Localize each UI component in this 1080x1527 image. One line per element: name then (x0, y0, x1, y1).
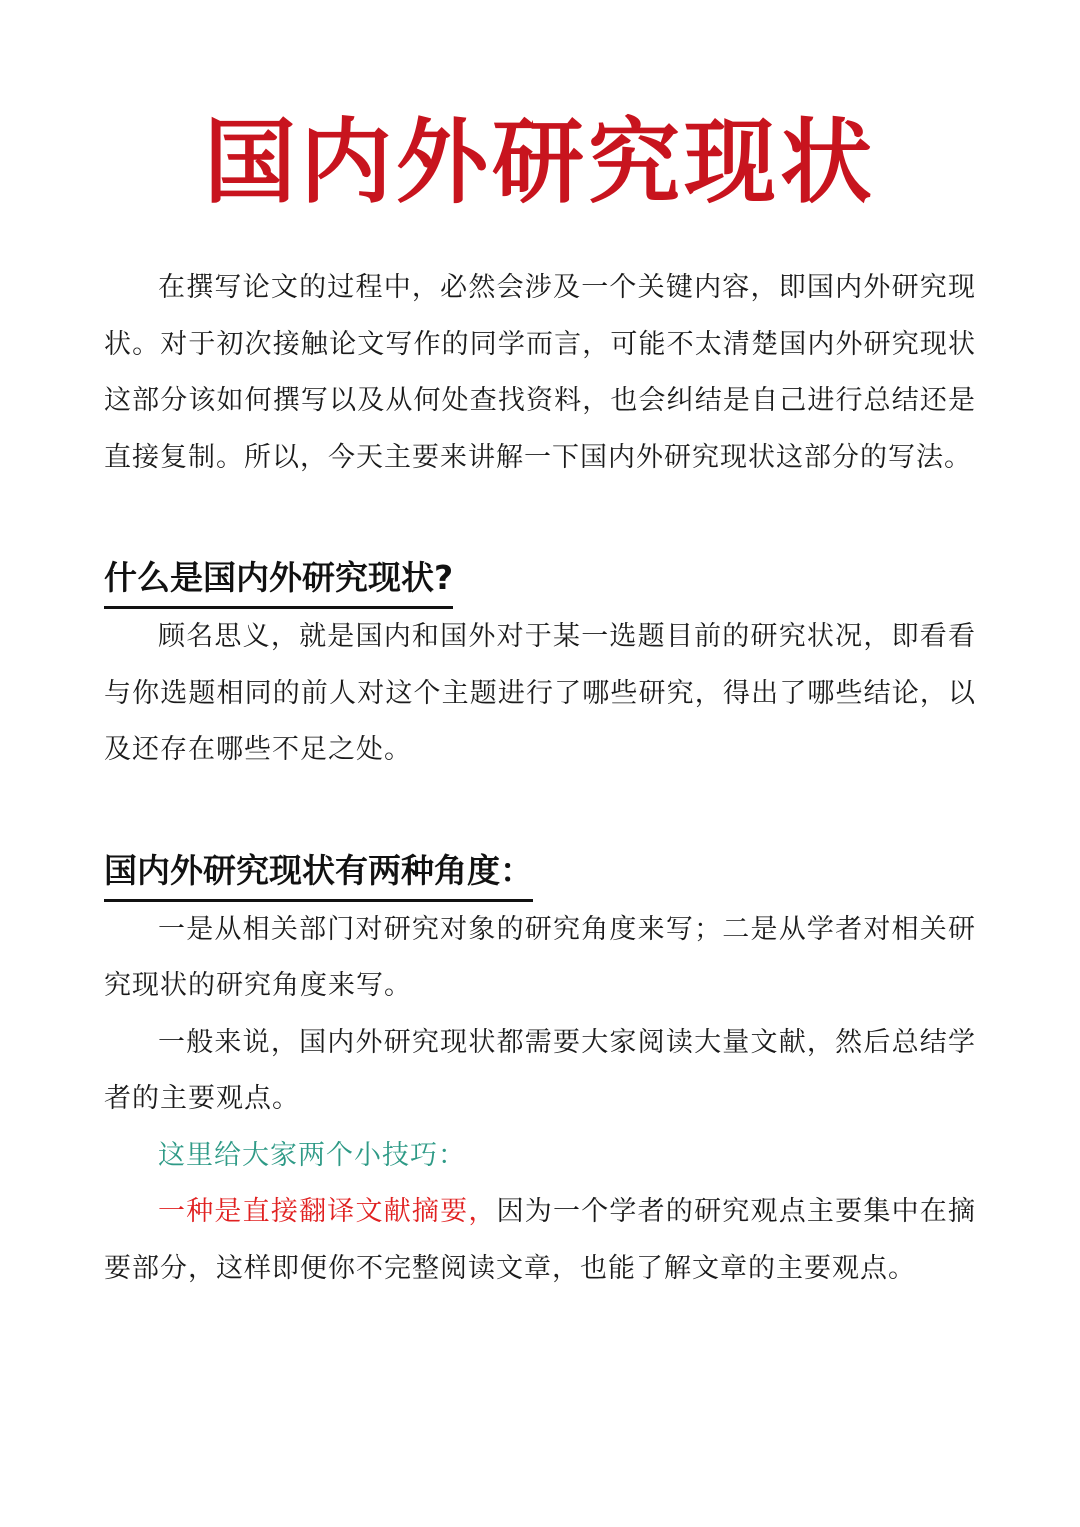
definition-paragraph: 顾名思义，就是国内和国外对于某一选题目前的研究状况，即看看与你选题相同的前人对这个主题进行了哪些研究，得出了哪些结论，以及还存在哪些不足之处。 (104, 621, 976, 765)
tip-one-paragraph (104, 1184, 976, 1297)
tip-one-highlight: 一种是直接翻译文献摘要， (158, 1196, 497, 1227)
tips-intro: 这里给大家两个小技巧： (158, 1139, 466, 1171)
intro-paragraph: 在撰写论文的过程中，必然会涉及一个关键内容，即国内外研究现状。对于初次接触论文写作的同学而言，可能不太清楚国内外研究现状这部分该如何撰写以及从何处查找资料，也会纠结是自己进行总结还是直接复制。所以，今天主要来讲解一下国内外研究现状这部分的写法。 (104, 272, 976, 473)
general-paragraph: 一般来说，国内外研究现状都需要大家阅读大量文献，然后总结学者的主要观点。 (104, 1026, 976, 1114)
angles-paragraph: 一是从相关部门对研究对象的研究角度来写；二是从学者对相关研究现状的研究角度来写。 (104, 913, 976, 1001)
section-heading-two-angles: 国内外研究现状有两种角度： (104, 843, 533, 902)
tip-one-text: 因为一个学者的研究观点主要集中在摘要部分，这样即便你不完整阅读文章，也能了解文章的主要观点。 (104, 1196, 977, 1284)
article-body (104, 260, 976, 1297)
section-heading-what-is: 什么是国内外研究现状? (104, 550, 453, 609)
page-title: 国内外研究现状 (203, 109, 876, 216)
